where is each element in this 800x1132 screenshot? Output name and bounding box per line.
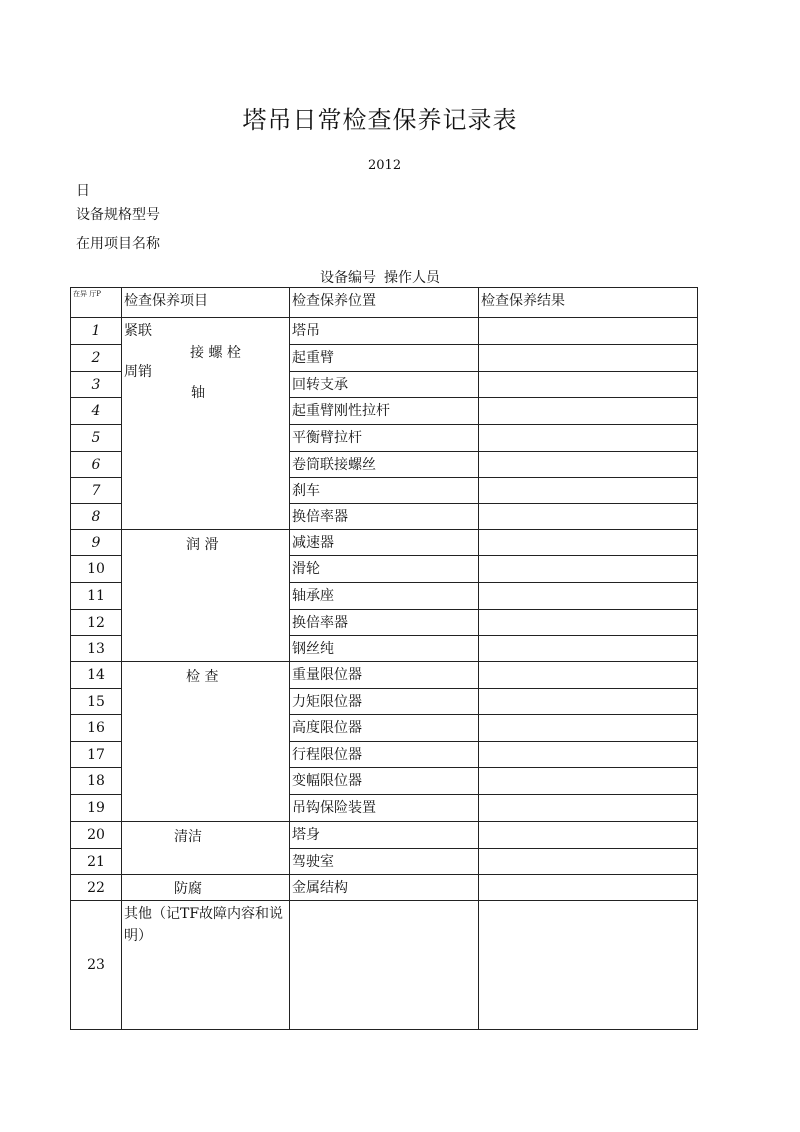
category-anticorr [122, 875, 290, 901]
position-cell: 钢丝纯 [290, 636, 479, 662]
result-cell[interactable] [479, 504, 698, 530]
row-number: 20 [71, 822, 122, 849]
row-number: 18 [71, 768, 122, 795]
result-cell[interactable] [479, 795, 698, 822]
row-number: 11 [71, 583, 122, 610]
position-cell: 行程限位器 [290, 742, 479, 768]
result-cell[interactable] [479, 636, 698, 662]
result-cell[interactable] [479, 849, 698, 875]
result-cell[interactable] [479, 452, 698, 478]
category-fasten-d: 轴 [191, 385, 205, 401]
position-cell: 换倍率器 [290, 610, 479, 636]
position-cell: 塔吊 [290, 318, 479, 345]
row-number: 9 [71, 530, 122, 556]
result-cell[interactable] [479, 556, 698, 583]
page-title: 塔吊日常检查保养记录表 [242, 106, 518, 134]
project-label: 在用项目名称 [76, 236, 160, 252]
position-cell: 减速器 [290, 530, 479, 556]
result-cell[interactable] [479, 901, 698, 1030]
result-cell[interactable] [479, 425, 698, 452]
position-cell: 卷筒联接螺丝 [290, 452, 479, 478]
row-number: 3 [71, 372, 122, 398]
category-fasten-b: 接 螺 栓 [190, 345, 241, 361]
row-number: 19 [71, 795, 122, 822]
category-lube-label: 润 滑 [186, 537, 219, 553]
position-cell[interactable] [290, 901, 479, 1030]
result-cell[interactable] [479, 478, 698, 504]
row-number: 22 [71, 875, 122, 901]
result-cell[interactable] [479, 398, 698, 425]
position-cell: 回转支承 [290, 372, 479, 398]
result-cell[interactable] [479, 822, 698, 849]
table-row [71, 662, 698, 689]
header-item: 检查保养项目 [122, 288, 290, 318]
result-cell[interactable] [479, 610, 698, 636]
row-number: 13 [71, 636, 122, 662]
result-cell[interactable] [479, 345, 698, 372]
position-cell: 起重臂 [290, 345, 479, 372]
category-fasten-c: 周销 [124, 364, 152, 380]
row-number: 21 [71, 849, 122, 875]
row-number: 6 [71, 452, 122, 478]
table-row [71, 530, 698, 556]
row-number: 4 [71, 398, 122, 425]
row-number: 16 [71, 715, 122, 742]
position-cell: 力矩限位器 [290, 689, 479, 715]
result-cell[interactable] [479, 875, 698, 901]
position-cell: 高度限位器 [290, 715, 479, 742]
spec-label: 设备规格型号 [76, 207, 160, 223]
position-cell: 重量限位器 [290, 662, 479, 689]
position-cell: 驾驶室 [290, 849, 479, 875]
year: 2012 [368, 158, 402, 173]
category-anticorr-label: 防腐 [174, 881, 202, 897]
row-number: 7 [71, 478, 122, 504]
row-number: 23 [71, 901, 122, 1030]
table-row [71, 318, 698, 345]
position-cell: 轴承座 [290, 583, 479, 610]
result-cell[interactable] [479, 742, 698, 768]
position-cell: 吊钩保险装置 [290, 795, 479, 822]
row-number: 2 [71, 345, 122, 372]
header-no: 在异 厅P [71, 288, 122, 318]
position-cell: 平衡臂拉杆 [290, 425, 479, 452]
result-cell[interactable] [479, 768, 698, 795]
row-number: 8 [71, 504, 122, 530]
result-cell[interactable] [479, 689, 698, 715]
result-cell[interactable] [479, 530, 698, 556]
row-number: 14 [71, 662, 122, 689]
row-number: 5 [71, 425, 122, 452]
equip-no-label: 设备编号 [320, 270, 376, 286]
row-number: 10 [71, 556, 122, 583]
table-row [71, 901, 698, 1030]
header-position: 检查保养位置 [290, 288, 479, 318]
result-cell[interactable] [479, 583, 698, 610]
category-clean [122, 822, 290, 875]
operator-label: 操作人员 [384, 270, 440, 286]
row-number: 12 [71, 610, 122, 636]
header-result: 检查保养结果 [479, 288, 698, 318]
category-fasten-a: 紧联 [124, 323, 152, 339]
position-cell: 塔身 [290, 822, 479, 849]
category-inspect-label: 检 查 [186, 669, 219, 685]
table-row [71, 822, 698, 849]
result-cell[interactable] [479, 715, 698, 742]
position-cell: 变幅限位器 [290, 768, 479, 795]
category-inspect [122, 662, 290, 822]
row-number: 17 [71, 742, 122, 768]
position-cell: 起重臂刚性拉杆 [290, 398, 479, 425]
result-cell[interactable] [479, 372, 698, 398]
table-caption [320, 267, 440, 287]
position-cell: 滑轮 [290, 556, 479, 583]
result-cell[interactable] [479, 318, 698, 345]
day-label: 日 [76, 183, 90, 199]
table-header-row [71, 288, 698, 318]
category-clean-label: 清洁 [174, 829, 202, 845]
category-lube [122, 530, 290, 662]
result-cell[interactable] [479, 662, 698, 689]
row-number: 1 [71, 318, 122, 345]
category-other: 其他（记TF故障内容和说明） [122, 901, 290, 1030]
table-row [71, 875, 698, 901]
row-number: 15 [71, 689, 122, 715]
inspection-table [70, 287, 698, 1030]
category-fasten [122, 318, 290, 530]
position-cell: 刹车 [290, 478, 479, 504]
position-cell: 金属结构 [290, 875, 479, 901]
position-cell: 换倍率器 [290, 504, 479, 530]
